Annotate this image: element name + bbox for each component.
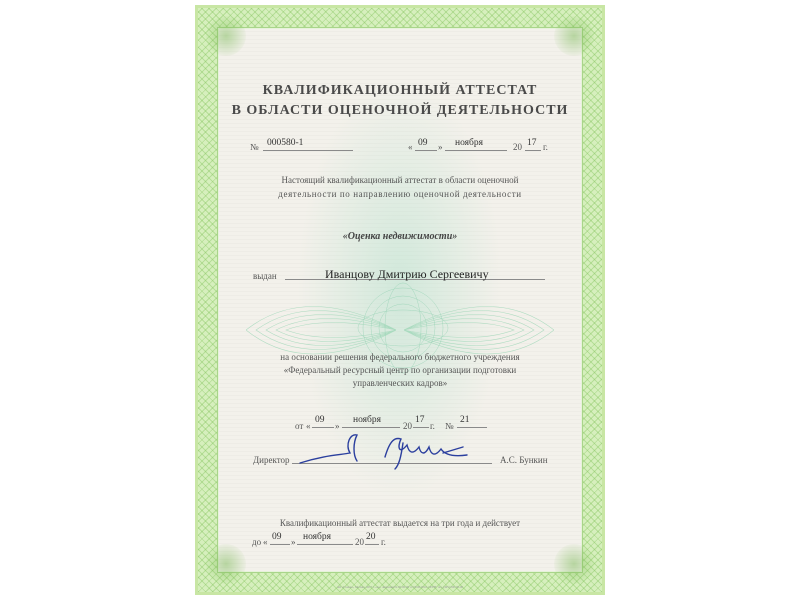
certificate-title: КВАЛИФИКАЦИОННЫЙ АТТЕСТАТ [262,83,538,98]
basis-line-2: «Федеральный ресурсный центр по организации подготовки [283,365,517,375]
corner-ornament [206,544,246,584]
decision-quote-open: « [306,421,311,431]
date-day: 09 [418,138,428,148]
number-label: № [250,142,259,152]
basis-text [245,351,555,390]
corner-ornament [554,16,594,56]
specialization: «Оценка недвижимости» [342,231,458,242]
valid-until-day: 09 [272,532,282,542]
valid-until-month: ноября [303,532,331,542]
decision-no-label: № [445,421,454,431]
valid-g: г. [381,537,386,547]
validity-line: Квалификационный аттестат выдается на три года и действует [279,518,521,528]
certificate-number: 000580-1 [267,138,304,148]
issued-label: выдан [253,271,277,281]
valid-until-label: до [252,537,262,547]
body-line-1: Настоящий квалификационный аттестат в области оценочной [281,175,519,185]
decision-year-prefix: 20 [403,421,412,431]
date-quote-close: » [438,142,443,152]
recipient-name: Иванцову Дмитрию Сергеевичу [325,267,489,281]
basis-line-1: на основании решения федерального бюджетного учреждения [280,352,520,362]
decision-year-suffix: 17 [415,415,425,425]
date-month: ноября [455,138,483,148]
certificate [195,5,605,595]
director-label: Директор [253,455,290,465]
certificate-body [245,173,555,201]
date-year-suffix: 17 [527,138,537,148]
valid-until-year-suffix: 20 [366,532,376,542]
decision-month: ноября [353,415,381,425]
director-name: А.С. Бункин [500,455,548,465]
valid-year-prefix: 20 [355,537,364,547]
decision-from-label: от [295,421,304,431]
valid-quote-open: « [263,537,268,547]
corner-ornament [554,544,594,584]
date-g: г. [543,142,548,152]
basis-line-3: управленческих кадров» [352,378,448,388]
corner-ornament [206,16,246,56]
decision-day: 09 [315,415,325,425]
decision-g: г. [430,421,435,431]
date-year-prefix: 20 [513,142,522,152]
director-signature [295,425,475,470]
body-line-2: деятельности по направлению оценочной деятельности [278,189,522,199]
decision-quote-close: » [335,421,340,431]
printer-imprint: АО «Гознак», Москва, 2017 г. «А», лицензия № 00-00-00 от 00.00.2016. ОГРН, тел. (495) 000-00-00 [336,585,464,589]
date-quote-open: « [408,142,413,152]
certificate-subtitle: В ОБЛАСТИ ОЦЕНОЧНОЙ ДЕЯТЕЛЬНОСТИ [231,103,569,118]
valid-quote-close: » [291,537,296,547]
decision-number: 21 [460,415,470,425]
